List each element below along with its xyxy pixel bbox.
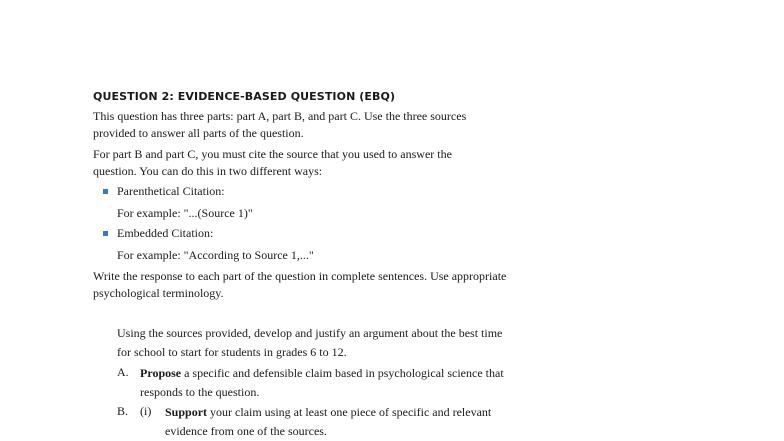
part-b-keyword: Support	[165, 405, 208, 419]
citation-line-1: For part B and part C, you must cite the source that you used to answer the	[93, 147, 452, 161]
citation-instructions	[93, 146, 452, 180]
response-instructions	[93, 268, 506, 302]
bullet-parenthetical-example: For example: "...(Source 1)"	[117, 206, 253, 220]
bullet-square-icon	[103, 189, 108, 194]
intro-line-1: This question has three parts: part A, part B, and part C. Use the three sources	[93, 109, 467, 123]
part-a-line-1	[140, 364, 504, 383]
part-b-rest: your claim using at least one piece of specific and relevant	[207, 405, 492, 419]
part-a-keyword: Propose	[140, 366, 182, 380]
question-heading: QUESTION 2: EVIDENCE-BASED QUESTION (EBQ)	[93, 90, 396, 103]
part-a-text	[140, 364, 504, 402]
response-line-1: Write the response to each part of the question in complete sentences. Use appropriate	[93, 269, 507, 283]
part-b-text	[165, 403, 491, 441]
part-b-line-2: evidence from one of the sources.	[165, 424, 327, 438]
part-a-rest: a specific and defensible claim based in psychological science that	[181, 366, 504, 380]
prompt-line-2: for school to start for students in grades 6 to 12.	[117, 345, 347, 359]
intro-line-2: provided to answer all parts of the question.	[93, 126, 304, 140]
part-a-label: A.	[117, 365, 129, 379]
bullet-embedded-title: Embedded Citation:	[117, 226, 214, 240]
part-b-label: B.	[117, 404, 129, 418]
part-b-sub-label: (i)	[140, 404, 152, 418]
part-b-line-1	[165, 403, 491, 422]
bullet-square-icon	[103, 231, 108, 236]
intro-paragraph	[93, 108, 466, 142]
citation-line-2: question. You can do this in two different ways:	[93, 164, 323, 178]
bullet-parenthetical-title: Parenthetical Citation:	[117, 184, 225, 198]
prompt-line-1: Using the sources provided, develop and justify an argument about the best time	[117, 326, 503, 340]
response-line-2: psychological terminology.	[93, 286, 224, 300]
part-a-line-2: responds to the question.	[140, 385, 260, 399]
question-prompt	[117, 324, 502, 362]
bullet-embedded-example: For example: "According to Source 1,..."	[117, 248, 314, 262]
